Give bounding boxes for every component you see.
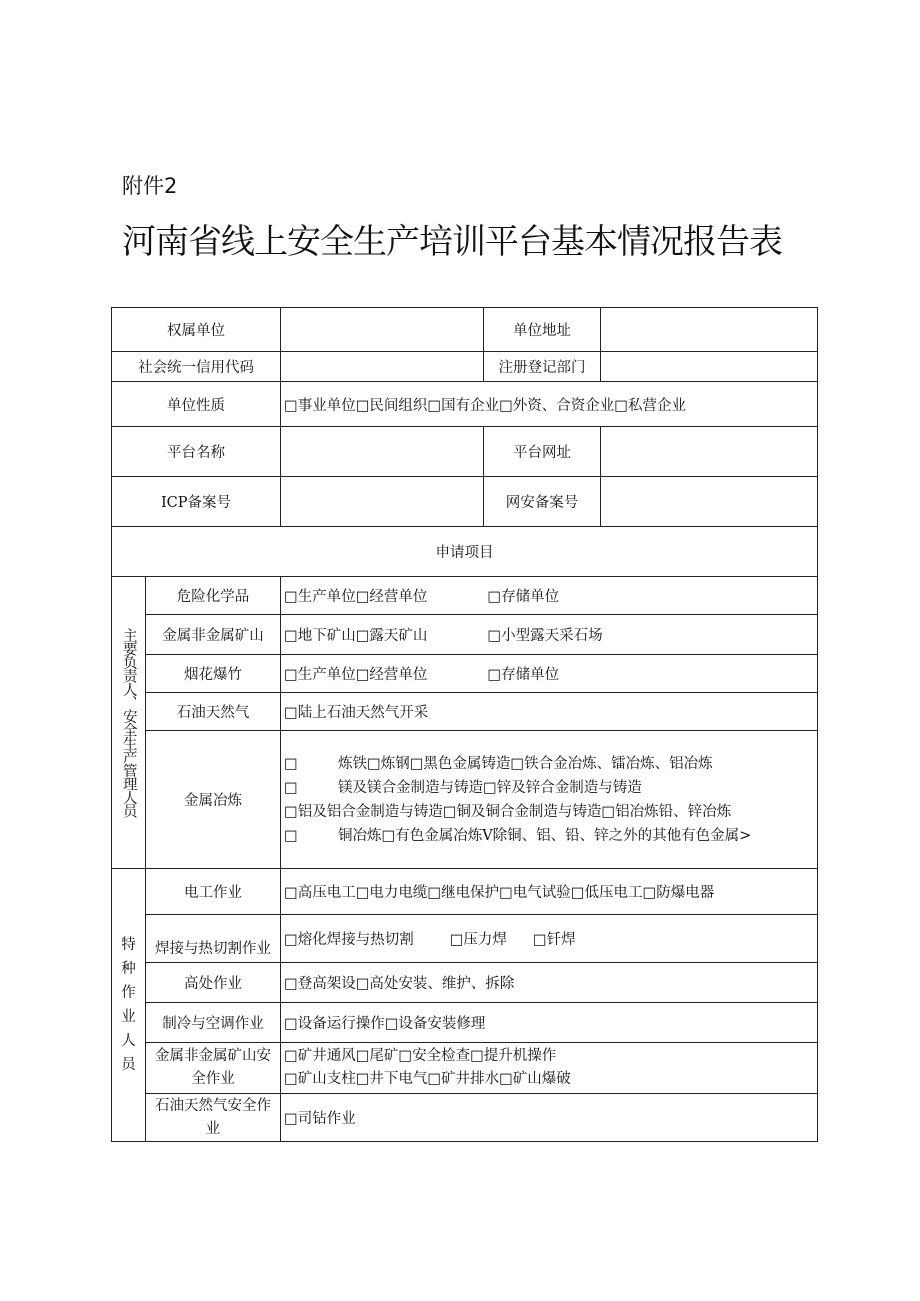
operation-name: 制冷与空调作业: [146, 1003, 281, 1043]
credit-code-field[interactable]: [281, 352, 484, 382]
icp-label: ICP备案号: [112, 477, 281, 527]
platform-name-field[interactable]: [281, 427, 484, 477]
row-oil-operation: [112, 1094, 818, 1142]
industry-options[interactable]: [281, 615, 818, 655]
address-field[interactable]: [601, 308, 818, 352]
row-mine-operation: [112, 1043, 818, 1094]
unit-nature-label: 单位性质: [112, 382, 281, 427]
row-refrigeration: [112, 1003, 818, 1043]
industry-name: 烟花爆竹: [146, 655, 281, 693]
address-label: 单位地址: [484, 308, 601, 352]
affiliation-field[interactable]: [281, 308, 484, 352]
row-icp: [112, 477, 818, 527]
option-line[interactable]: [284, 752, 814, 776]
option-line[interactable]: □矿山支柱□井下电气□矿井排水□矿山爆破: [284, 1071, 571, 1087]
affiliation-label: 权属单位: [112, 308, 281, 352]
group-label-line: 特种: [121, 937, 136, 977]
industry-options[interactable]: □陆上石油天然气开采: [281, 693, 818, 731]
option-group-a[interactable]: □生产单位□经营单位: [284, 667, 428, 683]
platform-url-field[interactable]: [601, 427, 818, 477]
option-group-b[interactable]: □压力焊: [449, 932, 507, 948]
row-oil-gas: [112, 693, 818, 731]
apply-items-label: 申请项目: [112, 527, 818, 577]
option-group-b[interactable]: □存储单位: [487, 667, 560, 683]
industry-name: 石油天然气: [146, 693, 281, 731]
row-affiliation: [112, 308, 818, 352]
option-line[interactable]: [284, 824, 814, 848]
group-label-line: 作业: [121, 985, 136, 1025]
checkbox-icon[interactable]: □: [284, 755, 298, 772]
industry-name: 金属非金属矿山: [146, 615, 281, 655]
option-group-c[interactable]: □钎焊: [532, 932, 576, 948]
option-text: 铜冶炼□有色金属冶炼V除铜、铝、铅、锌之外的其他有色金属>: [338, 827, 752, 844]
option-group-a[interactable]: □熔化焊接与热切割: [284, 932, 414, 948]
operation-name: [146, 1043, 281, 1094]
registration-dept-field[interactable]: [601, 352, 818, 382]
industry-options[interactable]: [281, 655, 818, 693]
operation-name: 焊接与热切割作业: [146, 915, 281, 963]
row-metallurgy: [112, 731, 818, 869]
group-label-line: 人员: [121, 1033, 136, 1073]
report-form-table: [111, 307, 818, 1142]
option-text: 炼铁□炼钢□黑色金属铸造□铁合金冶炼、镭冶炼、铝冶炼: [338, 755, 713, 772]
row-credit-code: [112, 352, 818, 382]
operation-name: [146, 1094, 281, 1142]
row-fireworks: [112, 655, 818, 693]
industry-name: 金属冶炼: [146, 731, 281, 869]
operation-options[interactable]: □设备运行操作□设备安装修理: [281, 1003, 818, 1043]
option-group-a[interactable]: □地下矿山□露天矿山: [284, 628, 428, 644]
operation-options[interactable]: □高压电工□电力电缆□继电保护□电气试验□低压电工□防爆电器: [281, 869, 818, 915]
option-line[interactable]: □矿井通风□尾矿□安全检查□提升机操作: [284, 1048, 557, 1064]
option-group-b[interactable]: □小型露天采石场: [487, 628, 603, 644]
option-text: 镁及镁合金制造与铸造□锌及锌合金制造与铸造: [338, 779, 642, 796]
operation-options[interactable]: □登高架设□高处安装、维护、拆除: [281, 963, 818, 1003]
platform-url-label: 平台网址: [484, 427, 601, 477]
operation-name-line: 金属非金属矿山安: [155, 1048, 271, 1064]
unit-nature-options[interactable]: □事业单位□民间组织□国有企业□外资、合资企业□私营企业: [281, 382, 818, 427]
option-group-b[interactable]: □存储单位: [487, 589, 560, 605]
row-welding: [112, 915, 818, 963]
metallurgy-options[interactable]: [281, 731, 818, 869]
row-platform-name: [112, 427, 818, 477]
checkbox-icon[interactable]: □: [284, 827, 298, 844]
operation-options[interactable]: □司钻作业: [281, 1094, 818, 1142]
security-record-label: 网安备案号: [484, 477, 601, 527]
option-group-a[interactable]: □生产单位□经营单位: [284, 589, 428, 605]
page-title: 河南省线上安全生产培训平台基本情况报告表: [122, 222, 782, 262]
row-hazardous-chemicals: [112, 577, 818, 615]
option-line[interactable]: [284, 776, 814, 800]
credit-code-label: 社会统一信用代码: [112, 352, 281, 382]
managers-group-label: 主要负责人、安全生产管理人员: [112, 577, 146, 869]
option-line[interactable]: □铝及铝合金制造与铸造□铜及铜合金制造与铸造□铝冶炼铅、锌冶炼: [284, 803, 732, 820]
operation-name-line: 全作业: [191, 1071, 235, 1087]
row-mines: [112, 615, 818, 655]
industry-options[interactable]: [281, 577, 818, 615]
industry-name: 危险化学品: [146, 577, 281, 615]
row-unit-nature: [112, 382, 818, 427]
operation-name: 电工作业: [146, 869, 281, 915]
operation-options[interactable]: [281, 915, 818, 963]
platform-name-label: 平台名称: [112, 427, 281, 477]
special-group-label: [112, 869, 146, 1142]
checkbox-icon[interactable]: □: [284, 779, 298, 796]
annex-label: 附件2: [122, 174, 178, 198]
row-height-work: [112, 963, 818, 1003]
registration-dept-label: 注册登记部门: [484, 352, 601, 382]
operation-name-line: 石油天然气安全作: [155, 1097, 271, 1114]
operation-options[interactable]: [281, 1043, 818, 1094]
operation-name: 高处作业: [146, 963, 281, 1003]
icp-field[interactable]: [281, 477, 484, 527]
row-electric: [112, 869, 818, 915]
row-apply-items: [112, 527, 818, 577]
operation-name-line: 业: [205, 1120, 221, 1137]
security-record-field[interactable]: [601, 477, 818, 527]
